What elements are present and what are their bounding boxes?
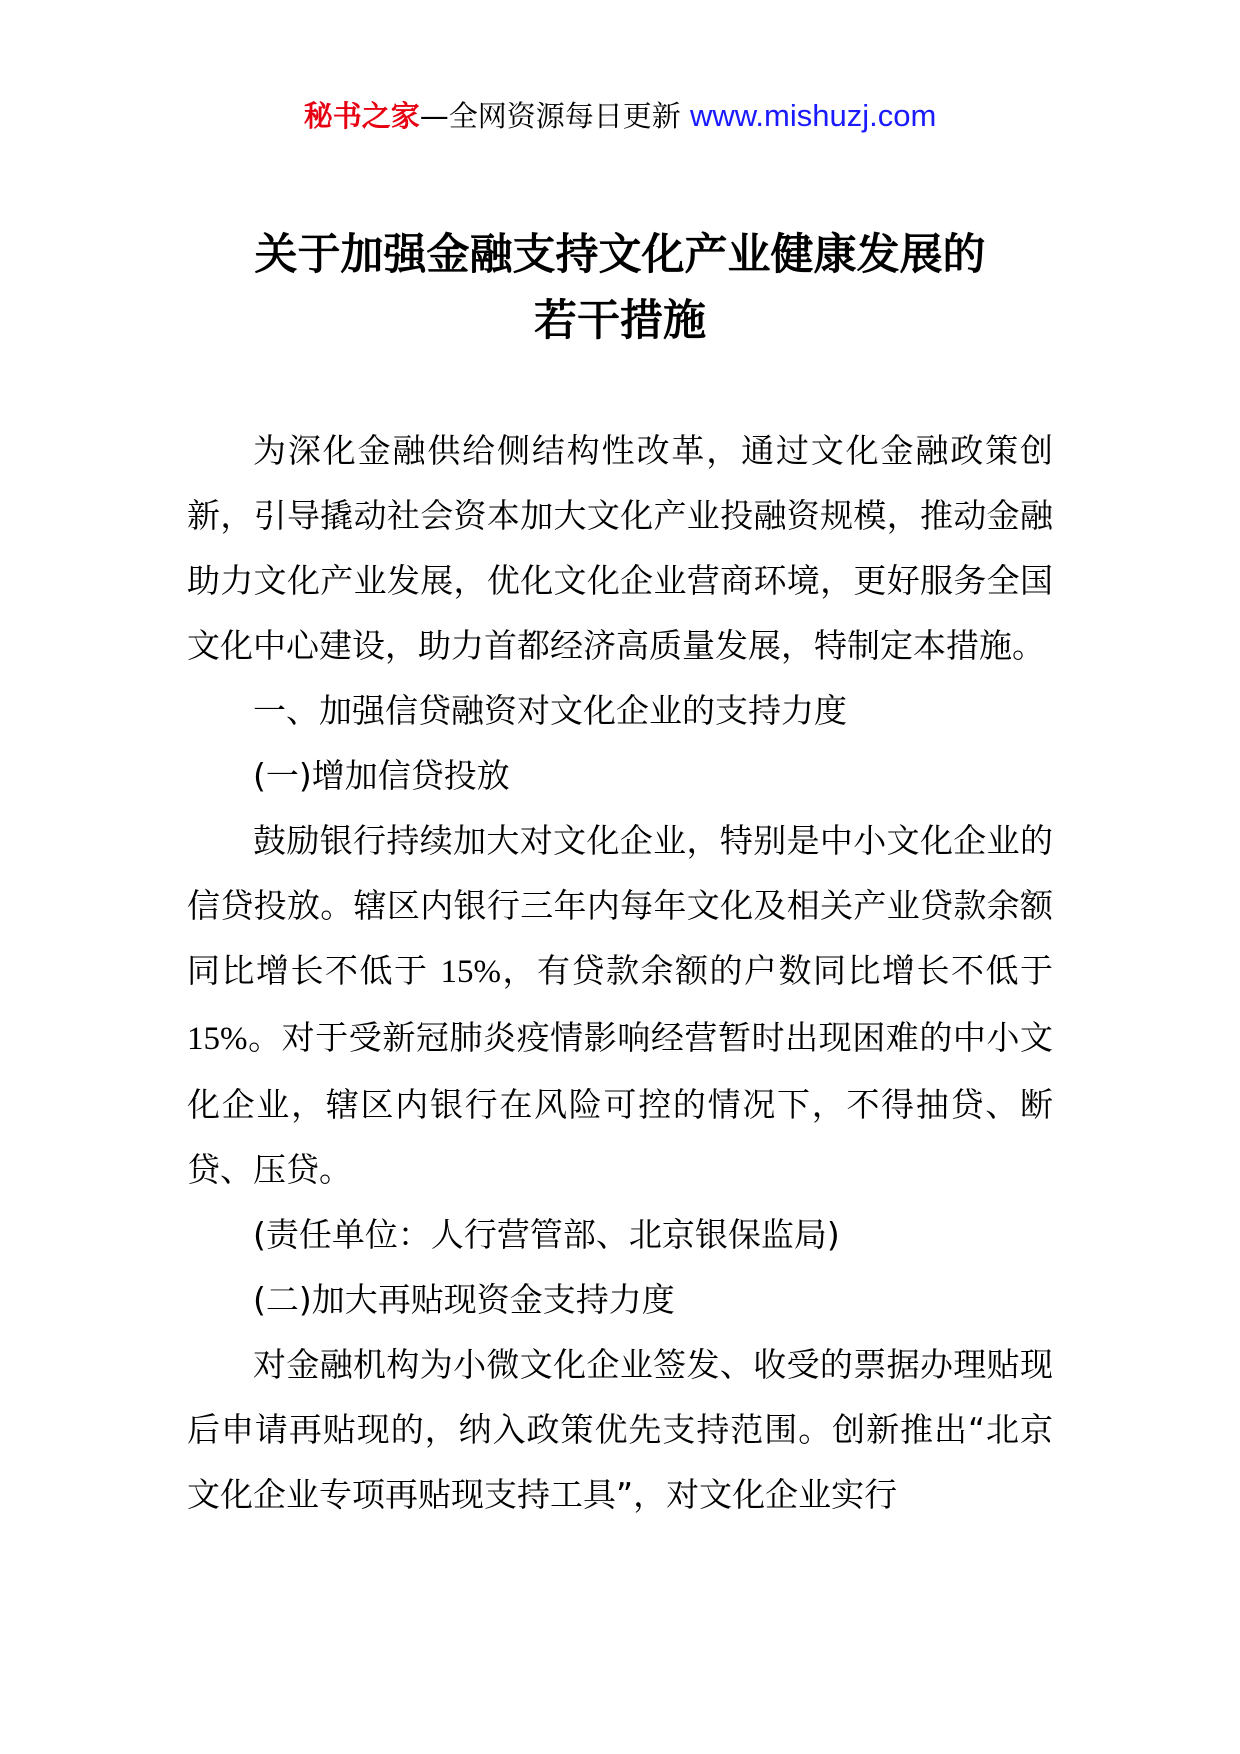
subsection-1-body-part-c: 。对于受新冠肺炎疫情影响经营暂时出现困难的中小文化企业，辖区内银行在风险可控的情况下，不得抽贷、断贷、压贷。 <box>187 1018 1053 1189</box>
subsection-1-body-part-a: 鼓励银行持续加大对文化企业，特别是中小文化企业的信贷投放。辖区内银行三年内每年文化及相关产业贷款余额同比增长不低于 <box>187 821 1053 990</box>
document-title <box>0 222 1240 354</box>
site-url-link[interactable]: www.mishuzj.com <box>689 98 937 133</box>
intro-paragraph: 为深化金融供给侧结构性改革，通过文化金融政策创新，引导撬动社会资本加大文化产业投融资规模，推动金融助力文化产业发展，优化文化企业营商环境，更好服务全国文化中心建设，助力首都经济高质量发展，特制定本措施。 <box>187 431 1053 665</box>
borrower-growth-percentage: 15% <box>187 1021 248 1057</box>
subsection-2-body: 对金融机构为小微文化企业签发、收受的票据办理贴现后申请再贴现的，纳入政策优先支持范围。创新推出“北京文化企业专项再贴现支持工具”，对文化企业实行 <box>187 1345 1053 1514</box>
subsection-2-heading: (二)加大再贴现资金支持力度 <box>253 1280 675 1319</box>
site-slogan: —全网资源每日更新 <box>419 99 690 133</box>
site-header <box>0 96 1240 136</box>
subsection-1-heading: (一)增加信贷投放 <box>253 756 510 795</box>
subsection-1-body-part-b: ，有贷款余额的户数同比增长不低于 <box>501 951 1053 990</box>
subsection-1-responsible-units: (责任单位：人行营管部、北京银保监局) <box>253 1215 840 1254</box>
site-brand: 秘书之家 <box>303 99 420 133</box>
section-1-heading: 一、加强信贷融资对文化企业的支持力度 <box>253 691 847 730</box>
subsection-1-body <box>187 808 1053 1202</box>
document-body <box>187 418 1053 1527</box>
loan-growth-percentage: 15% <box>440 954 501 990</box>
title-line-1: 关于加强金融支持文化产业健康发展的 <box>254 230 986 280</box>
title-line-2: 若干措施 <box>534 296 706 346</box>
